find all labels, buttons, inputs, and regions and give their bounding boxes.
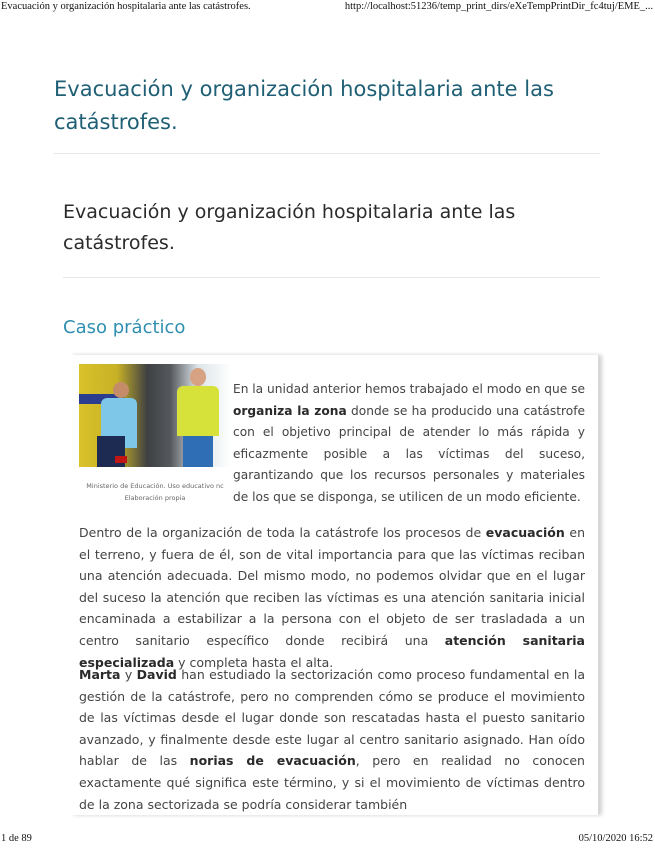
text: donde se ha producido una catástrofe con el objetivo principal de atender lo más rápida y eficazmente posible a las víctimas del suceso, garantizando que los recursos personales y materiales de los que se disponga, se utilicen de un modo eficiente. — [233, 403, 586, 504]
section-title: Evacuación y organización hospitalaria ante las catástrofes. — [63, 201, 516, 254]
paramedic-figure — [175, 368, 221, 467]
text: y — [120, 667, 137, 682]
caption-line: Elaboración propia — [124, 494, 186, 502]
paramedic-figure — [97, 382, 137, 467]
image-caption — [79, 480, 231, 504]
text: , pero en realidad no conocen exactamente qué significa este término, y si el movimiento de víctimas dentro de la zona sectorizada se podría considerar también — [79, 753, 585, 812]
print-datetime: 05/10/2020 16:52 — [578, 833, 653, 844]
paragraph — [79, 664, 585, 815]
divider — [54, 153, 600, 154]
text: en el terreno, y fuera de él, son de vital importancia para que las víctimas reciban una atención adecuada. Del mismo modo, no podemos olvidar que en el lugar del suceso la atención que reciben las víctimas es una atención sanitaria inicial encaminada a estabilizar a la persona con el objeto de ser trasladada a un centro sanitario específico donde recibirá una — [79, 525, 586, 648]
bold-text: Marta — [79, 667, 121, 682]
text: y completa hasta el alta. — [174, 654, 334, 670]
bold-text: David — [136, 667, 177, 682]
divider — [63, 277, 600, 278]
caption-line: Ministerio de Educación. Uso educativo nc — [86, 482, 224, 490]
page-title: Evacuación y organización hospitalaria ante las catástrofes. — [54, 77, 554, 134]
bold-text: organiza la zona — [233, 403, 347, 418]
paragraph — [233, 379, 585, 509]
print-header-url: http://localhost:51236/temp_print_dirs/eXeTempPrintDir_fc4tuj/EME_... — [344, 1, 653, 12]
subsection-title: Caso práctico — [63, 317, 186, 338]
bold-text: atención sanitaria especializada — [79, 632, 585, 670]
paragraph — [79, 522, 585, 673]
bold-text: norias de evacuación — [189, 753, 356, 769]
print-header — [0, 0, 655, 14]
print-header-title: Evacuación y organización hospitalaria ante las catástrofes. — [1, 1, 251, 12]
bold-text: evacuación — [485, 525, 565, 540]
text: han estudiado la sectorización como proceso fundamental en la gestión de la catástrofe, pero no comprenden cómo se produce el movimiento de las víctimas desde el lugar donde son rescatadas hasta el puesto sanitario avanzado, y finalmente desde este lugar al centro sanitario asignado. Han oído hablar de las — [79, 667, 585, 769]
page-number: 1 de 89 — [1, 833, 32, 844]
print-footer — [0, 832, 655, 846]
paramedics-photo — [79, 364, 231, 467]
case-label — [115, 456, 127, 463]
text: Dentro de la organización de toda la catástrofe los procesos de — [79, 525, 486, 540]
text: En la unidad anterior hemos trabajado el modo en que se — [233, 382, 585, 396]
